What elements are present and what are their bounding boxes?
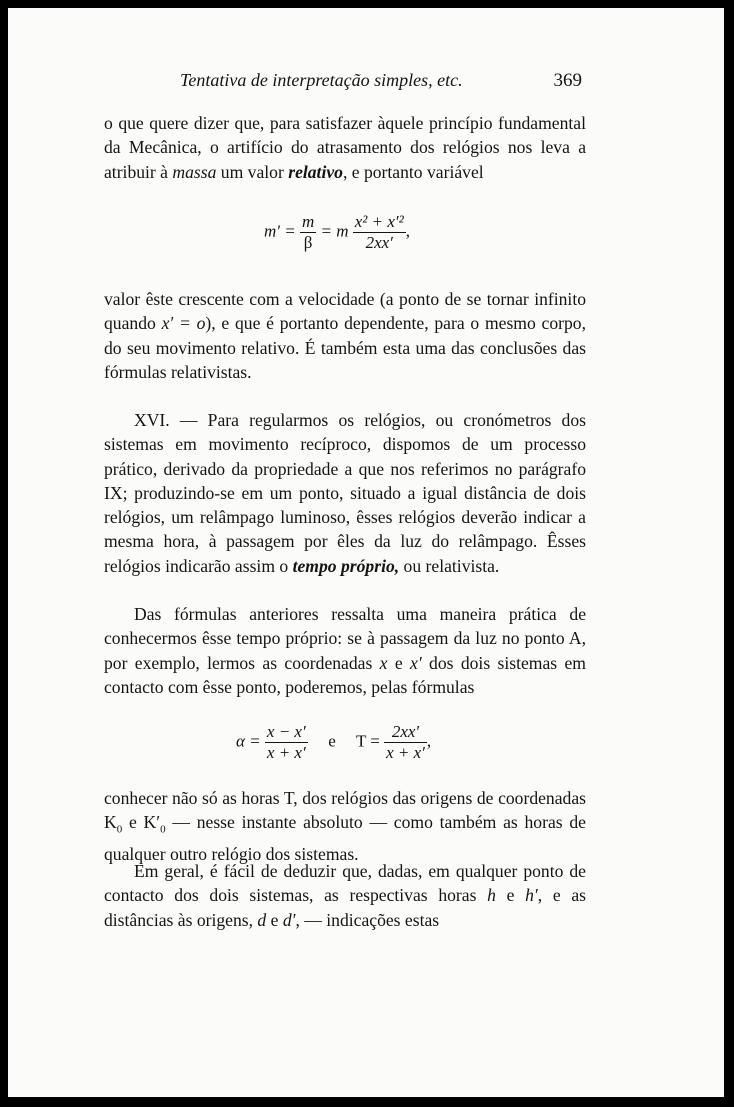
formula2-den1: x + x′ bbox=[266, 743, 306, 762]
p4-text-a: Das fórmulas anteriores ressalta uma maneira prática de conhecermos êsse tempo próprio: se à passagem da luz no ponto A, por exemplo, lermos as coordenadas bbox=[104, 604, 586, 673]
p5-subscript-1: 0 bbox=[160, 823, 166, 836]
p4-text-b: dos dois sistemas em contacto com êsse ponto, poderemos, pelas fórmulas bbox=[104, 652, 586, 697]
formula1-tail: , bbox=[405, 221, 410, 241]
p1-relativo: relativo bbox=[288, 161, 343, 182]
formula1-mid: = m bbox=[320, 221, 349, 241]
running-title: Tentativa de interpretação simples, etc. bbox=[180, 70, 463, 90]
formula2-fraction-1 bbox=[265, 722, 308, 763]
paragraph-6 bbox=[104, 859, 586, 932]
page-header bbox=[104, 70, 586, 96]
formula1-num2: x² + x′² bbox=[354, 212, 404, 231]
page-number: 369 bbox=[553, 70, 582, 91]
p5-text-b: — nesse instante absoluto — como também as horas de qualquer outro relógio dos sistemas. bbox=[104, 812, 586, 865]
p3-text-b: ou relativista. bbox=[399, 555, 500, 576]
p5-subscript-0: 0 bbox=[116, 823, 123, 836]
paragraph-2 bbox=[104, 287, 586, 384]
formula2-num2: 2xx′ bbox=[384, 722, 427, 743]
formula2-conjunction: e bbox=[328, 731, 336, 751]
p2-condition: x′ = o bbox=[161, 313, 206, 334]
formula2-tail: , bbox=[426, 731, 432, 751]
formula2-den2: x + x′ bbox=[386, 743, 425, 762]
p6-dprime: d′ bbox=[282, 909, 296, 930]
formula-time bbox=[236, 722, 431, 763]
section-label-xvi: XVI. bbox=[134, 410, 170, 430]
formula2-lhs2: T = bbox=[355, 731, 380, 751]
book-page bbox=[8, 8, 724, 1097]
p6-text-a: Em geral, é fácil de deduzir que, dadas, em qualquer ponto de contacto dos dois sistemas, as respectivas horas bbox=[104, 861, 586, 906]
p6-hprime: h′ bbox=[525, 885, 538, 906]
paragraph-1 bbox=[104, 111, 586, 184]
paragraph-5 bbox=[104, 786, 586, 866]
p1-text-a: o que quere dizer que, para satisfazer àquele princípio fundamental da Mecânica, o artifício do atrasamento dos relógios nos leva a atribuir à bbox=[104, 113, 586, 182]
p1-massa: massa bbox=[172, 161, 217, 182]
p6-text-b: , e as distâncias às origens, bbox=[104, 885, 587, 930]
p5-e: e K′ bbox=[122, 812, 161, 833]
p4-xprime: x′ bbox=[410, 652, 422, 673]
paragraph-4 bbox=[104, 602, 586, 699]
p1-text-c: , e portanto variável bbox=[342, 161, 484, 182]
p3-text-a: — Para regularmos os relógios, ou cronómetros dos sistemas em movimento recíproco, dispomos de um processo prático, derivado da propriedade a que nos referimos no parágrafo IX; produzindo-se em um ponto, situado a igual distância de dois relógios, um relâmpago luminoso, êsses relógios deverão indicar a mesma hora, à passagem por êles da luz do relâmpago. Êsses relógios indicarão assim o bbox=[104, 410, 586, 576]
formula1-num1: m bbox=[301, 212, 315, 231]
p6-d: d bbox=[257, 909, 267, 930]
formula2-fraction-2 bbox=[384, 722, 427, 763]
paragraph-3 bbox=[104, 408, 586, 578]
p2-text-b: ), e que é portanto dependente, para o mesmo corpo, do seu movimento relativo. É também esta uma das conclusões das fórmulas relativistas. bbox=[104, 313, 586, 382]
p3-tempo-proprio: tempo próprio, bbox=[292, 555, 400, 576]
p6-h: h bbox=[487, 885, 496, 906]
formula-relative-mass bbox=[264, 212, 410, 253]
formula2-lhs: α = bbox=[236, 731, 261, 751]
p6-e2: e bbox=[266, 909, 283, 930]
p2-text-a: valor êste crescente com a velocidade (a ponto de se tornar infinito quando bbox=[104, 289, 586, 334]
p4-x: x bbox=[379, 652, 388, 673]
formula1-den2: 2xx′ bbox=[365, 233, 393, 252]
formula1-fraction-2 bbox=[353, 212, 406, 253]
p4-e: e bbox=[387, 652, 411, 673]
formula1-lhs: m′ = bbox=[264, 221, 296, 241]
p1-text-b: um valor bbox=[216, 161, 289, 182]
p6-e1: e bbox=[495, 885, 526, 906]
formula2-num1: x − x′ bbox=[266, 722, 306, 741]
formula1-fraction-1 bbox=[300, 212, 316, 253]
p5-text-a: conhecer não só as horas T, dos relógios das origens de coordenadas K bbox=[104, 788, 586, 833]
formula1-den1: β bbox=[303, 233, 313, 252]
p6-text-c: , — indicações estas bbox=[295, 909, 440, 930]
